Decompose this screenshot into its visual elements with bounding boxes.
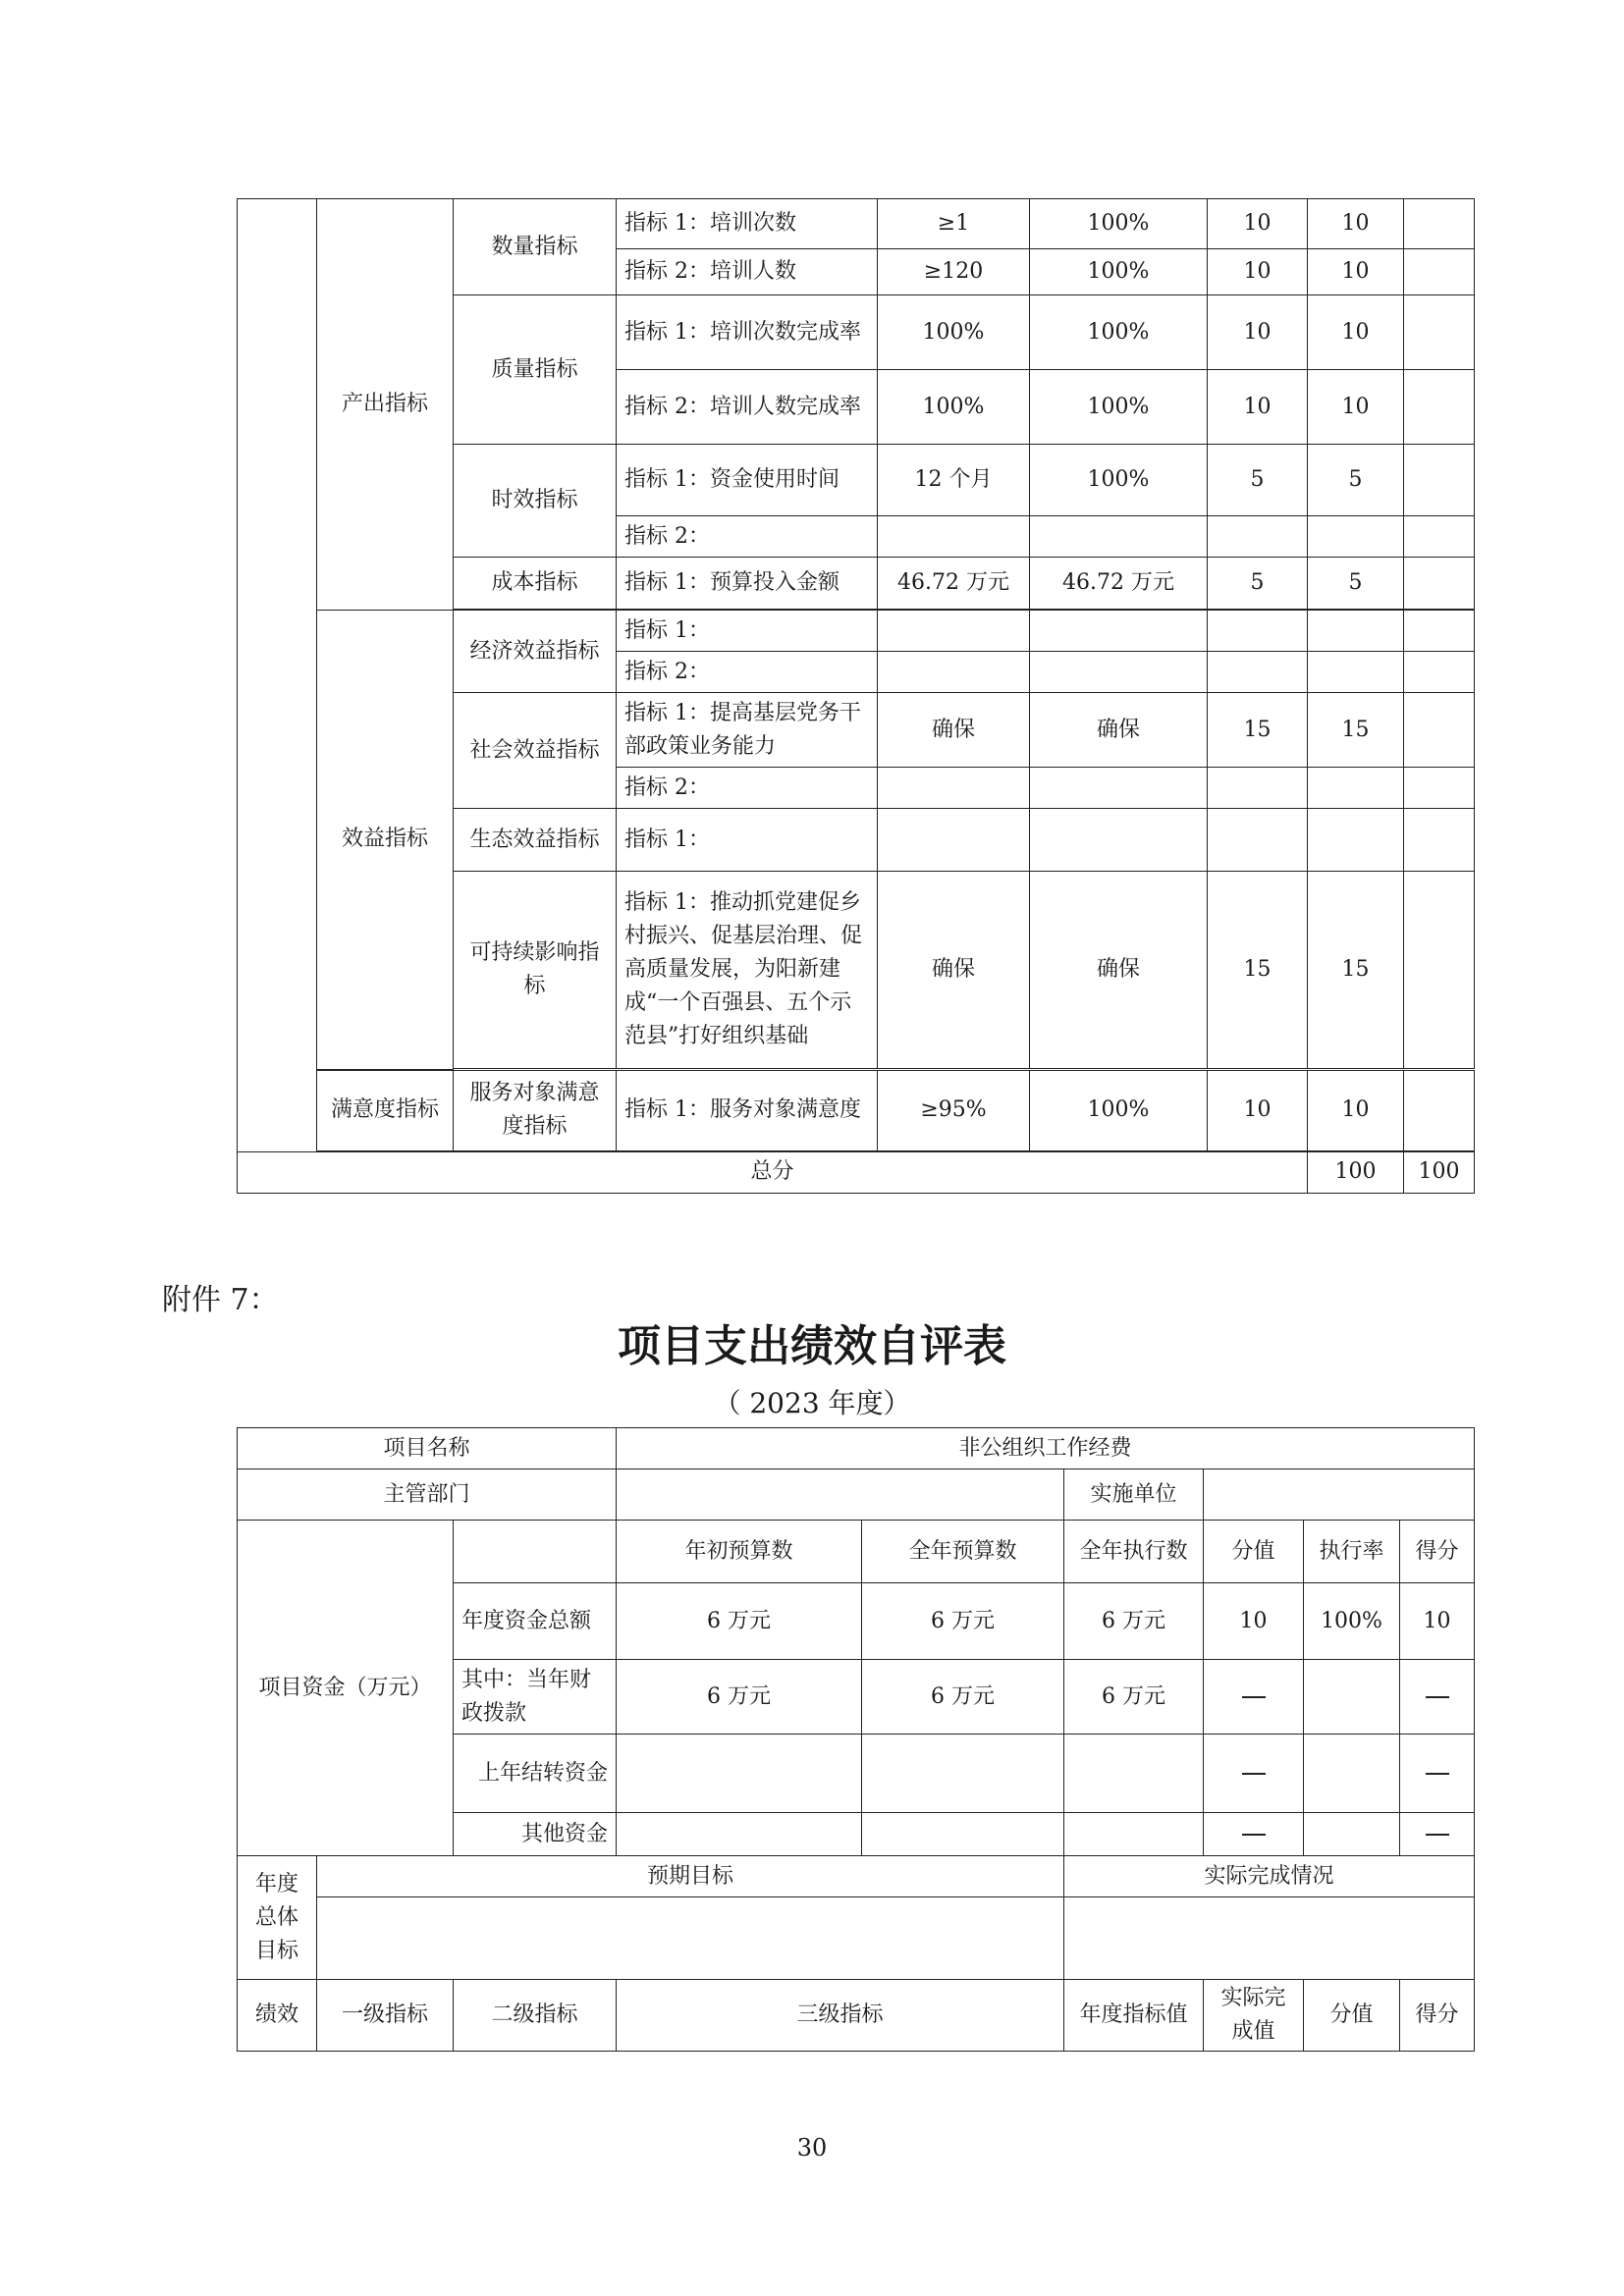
project-fund-label: 项目资金（万元） — [238, 1521, 454, 1856]
actual-value: 100% — [1030, 249, 1208, 295]
score-value — [1208, 809, 1308, 872]
actual-value: 100% — [1030, 445, 1208, 516]
target-value — [878, 652, 1030, 693]
other-exec — [1064, 1813, 1204, 1856]
level2-indicator-header: 二级指标 — [454, 1980, 617, 2052]
total-fund-exec: 6 万元 — [1064, 1583, 1204, 1660]
target-value: ≥120 — [878, 249, 1030, 295]
page-title: 项目支出绩效自评表 — [618, 1321, 1006, 1371]
indicator-name: 指标 1：预算投入金额 — [617, 558, 878, 610]
dash-mark — [1242, 1834, 1266, 1836]
deviation-cell — [1404, 516, 1475, 558]
benefit-indicator-cell: 效益指标 — [317, 611, 454, 1070]
cost-indicator-cell: 成本指标 — [454, 558, 617, 610]
indicator-name: 指标 1：提高基层党务干部政策业务能力 — [617, 693, 878, 768]
score: 10 — [1308, 199, 1404, 249]
actual-value: 100% — [1030, 295, 1208, 370]
dash-mark — [1426, 1834, 1449, 1836]
indicator-name: 指标 2： — [617, 768, 878, 809]
actual-value — [1030, 652, 1208, 693]
carryover-score-value — [1204, 1735, 1304, 1813]
page-number: 30 — [796, 2134, 828, 2162]
header-score: 得分 — [1400, 1521, 1475, 1583]
expected-goal-label: 预期目标 — [317, 1856, 1064, 1897]
other-fund-label: 其他资金 — [454, 1813, 617, 1856]
deviation-cell — [1404, 445, 1475, 516]
score-value — [1208, 611, 1308, 652]
score — [1308, 611, 1404, 652]
header-initial-budget: 年初预算数 — [617, 1521, 862, 1583]
indicator-name: 指标 2： — [617, 652, 878, 693]
score-value: 10 — [1208, 1070, 1308, 1150]
total-fund-score: 10 — [1400, 1583, 1475, 1660]
actual-value: 100% — [1030, 199, 1208, 249]
indicator-name: 指标 2：培训人数 — [617, 249, 878, 295]
outer-blank-cell — [238, 199, 317, 1152]
deviation-cell — [1404, 693, 1475, 768]
dash-mark — [1426, 1696, 1449, 1698]
score: 5 — [1308, 445, 1404, 516]
deviation-cell — [1404, 768, 1475, 809]
carryover-label: 上年结转资金 — [454, 1735, 617, 1813]
deviation-cell — [1404, 199, 1475, 249]
dash-mark — [1242, 1773, 1266, 1775]
target-value: ≥95% — [878, 1070, 1030, 1150]
fund-header-blank — [454, 1521, 617, 1583]
performance-indicator-table-continued — [237, 198, 1475, 1194]
score-value: 10 — [1208, 249, 1308, 295]
attachment-label: 附件 7： — [162, 1283, 279, 1317]
score-value — [1208, 768, 1308, 809]
score-value: 5 — [1208, 445, 1308, 516]
score-value: 15 — [1208, 872, 1308, 1069]
score — [1308, 516, 1404, 558]
department-label: 主管部门 — [238, 1469, 617, 1521]
score-value: 5 — [1208, 558, 1308, 610]
annual-goal-label: 年度总体目标 — [238, 1856, 317, 1980]
deviation-cell — [1404, 558, 1475, 610]
actual-value — [1030, 809, 1208, 872]
service-satisfaction-cell: 服务对象满意度指标 — [454, 1070, 617, 1150]
indicator-name: 指标 1： — [617, 809, 878, 872]
total-label: 总分 — [238, 1151, 1308, 1193]
score: 10 — [1308, 1070, 1404, 1150]
actual-value — [1030, 611, 1208, 652]
indicator-name: 指标 1：推动抓党建促乡村振兴、促基层治理、促高质量发展，为阳新建成“一个百强县、五个示范县”打好组织基础 — [617, 872, 878, 1069]
actual-value: 100% — [1030, 370, 1208, 445]
score — [1308, 652, 1404, 693]
carryover-score — [1400, 1735, 1475, 1813]
score-value: 10 — [1208, 199, 1308, 249]
actual-value: 确保 — [1030, 693, 1208, 768]
deviation-cell — [1404, 652, 1475, 693]
header-full-year-execution: 全年执行数 — [1064, 1521, 1204, 1583]
fiscal-score-value — [1204, 1660, 1304, 1735]
deviation-cell — [1404, 809, 1475, 872]
deviation-cell — [1404, 370, 1475, 445]
deviation-cell — [1404, 295, 1475, 370]
fiscal-exec: 6 万元 — [1064, 1660, 1204, 1735]
department-value — [617, 1469, 1064, 1521]
target-value: 46.72 万元 — [878, 558, 1030, 610]
indicator-name: 指标 1：服务对象满意度 — [617, 1070, 878, 1150]
implementing-unit-label: 实施单位 — [1064, 1469, 1204, 1521]
project-name-value: 非公组织工作经费 — [617, 1428, 1475, 1469]
header-execution-rate: 执行率 — [1304, 1521, 1400, 1583]
level3-indicator-header: 三级指标 — [617, 1980, 1064, 2052]
actual-completion-value — [1064, 1897, 1475, 1980]
indicator-name: 指标 2：培训人数完成率 — [617, 370, 878, 445]
fiscal-allocation-label: 其中：当年财政拨款 — [454, 1660, 617, 1735]
target-value: 12 个月 — [878, 445, 1030, 516]
indicator-name: 指标 1：培训次数 — [617, 199, 878, 249]
other-full — [862, 1813, 1064, 1856]
sustainable-impact-cell: 可持续影响指标 — [454, 872, 617, 1069]
score: 10 — [1308, 295, 1404, 370]
target-value — [878, 768, 1030, 809]
implementing-unit-value — [1204, 1469, 1475, 1521]
output-indicator-cell: 产出指标 — [317, 199, 454, 611]
project-name-label: 项目名称 — [238, 1428, 617, 1469]
fiscal-rate — [1304, 1660, 1400, 1735]
score — [1308, 809, 1404, 872]
deviation-cell — [1404, 1070, 1475, 1150]
actual-value — [1030, 516, 1208, 558]
total-score: 100 — [1404, 1151, 1475, 1193]
header-score-value: 分值 — [1204, 1521, 1304, 1583]
dash-mark — [1426, 1773, 1449, 1775]
project-expenditure-self-evaluation-table — [237, 1427, 1475, 2052]
score-value — [1208, 516, 1308, 558]
satisfaction-indicator-cell: 满意度指标 — [317, 1070, 454, 1150]
actual-value-header: 实际完成值 — [1204, 1980, 1304, 2052]
carryover-rate — [1304, 1735, 1400, 1813]
score: 10 — [1308, 370, 1404, 445]
target-value: 100% — [878, 370, 1030, 445]
carryover-full — [862, 1735, 1064, 1813]
quality-indicator-cell: 质量指标 — [454, 295, 617, 445]
carryover-exec — [1064, 1735, 1204, 1813]
page-subtitle: （ 2023 年度） — [713, 1387, 911, 1419]
target-value: 确保 — [878, 693, 1030, 768]
score: 5 — [1308, 558, 1404, 610]
total-fund-initial: 6 万元 — [617, 1583, 862, 1660]
dash-mark — [1242, 1696, 1266, 1698]
other-score-value — [1204, 1813, 1304, 1856]
timeliness-indicator-cell: 时效指标 — [454, 445, 617, 558]
score-value: 15 — [1208, 693, 1308, 768]
score — [1308, 768, 1404, 809]
score-header: 得分 — [1400, 1980, 1475, 2052]
target-value: ≥1 — [878, 199, 1030, 249]
expected-goal-value — [317, 1897, 1064, 1980]
score: 10 — [1308, 249, 1404, 295]
indicator-name: 指标 1：资金使用时间 — [617, 445, 878, 516]
actual-completion-label: 实际完成情况 — [1064, 1856, 1475, 1897]
target-value: 100% — [878, 295, 1030, 370]
fiscal-score — [1400, 1660, 1475, 1735]
quantity-indicator-cell: 数量指标 — [454, 199, 617, 295]
total-score-value: 100 — [1308, 1151, 1404, 1193]
other-score — [1400, 1813, 1475, 1856]
annual-indicator-value-header: 年度指标值 — [1064, 1980, 1204, 2052]
score-value — [1208, 652, 1308, 693]
score-value: 10 — [1208, 370, 1308, 445]
ecological-benefit-cell: 生态效益指标 — [454, 809, 617, 872]
total-fund-full: 6 万元 — [862, 1583, 1064, 1660]
other-rate — [1304, 1813, 1400, 1856]
other-initial — [617, 1813, 862, 1856]
total-fund-score-value: 10 — [1204, 1583, 1304, 1660]
target-value: 确保 — [878, 872, 1030, 1069]
economic-benefit-cell: 经济效益指标 — [454, 611, 617, 693]
level1-indicator-header: 一级指标 — [317, 1980, 454, 2052]
header-full-year-budget: 全年预算数 — [862, 1521, 1064, 1583]
deviation-cell — [1404, 249, 1475, 295]
total-fund-rate: 100% — [1304, 1583, 1400, 1660]
indicator-name: 指标 2： — [617, 516, 878, 558]
target-value — [878, 809, 1030, 872]
actual-value — [1030, 768, 1208, 809]
deviation-cell — [1404, 872, 1475, 1069]
target-value — [878, 611, 1030, 652]
performance-label: 绩效 — [238, 1980, 317, 2052]
fiscal-initial: 6 万元 — [617, 1660, 862, 1735]
actual-value: 确保 — [1030, 872, 1208, 1069]
deviation-cell — [1404, 611, 1475, 652]
total-fund-label: 年度资金总额 — [454, 1583, 617, 1660]
score: 15 — [1308, 872, 1404, 1069]
actual-value: 46.72 万元 — [1030, 558, 1208, 610]
indicator-name: 指标 1： — [617, 611, 878, 652]
social-benefit-cell: 社会效益指标 — [454, 693, 617, 809]
actual-value: 100% — [1030, 1070, 1208, 1150]
target-value — [878, 516, 1030, 558]
score-value: 10 — [1208, 295, 1308, 370]
fiscal-full: 6 万元 — [862, 1660, 1064, 1735]
score-value-header: 分值 — [1304, 1980, 1400, 2052]
score: 15 — [1308, 693, 1404, 768]
indicator-name: 指标 1：培训次数完成率 — [617, 295, 878, 370]
carryover-initial — [617, 1735, 862, 1813]
